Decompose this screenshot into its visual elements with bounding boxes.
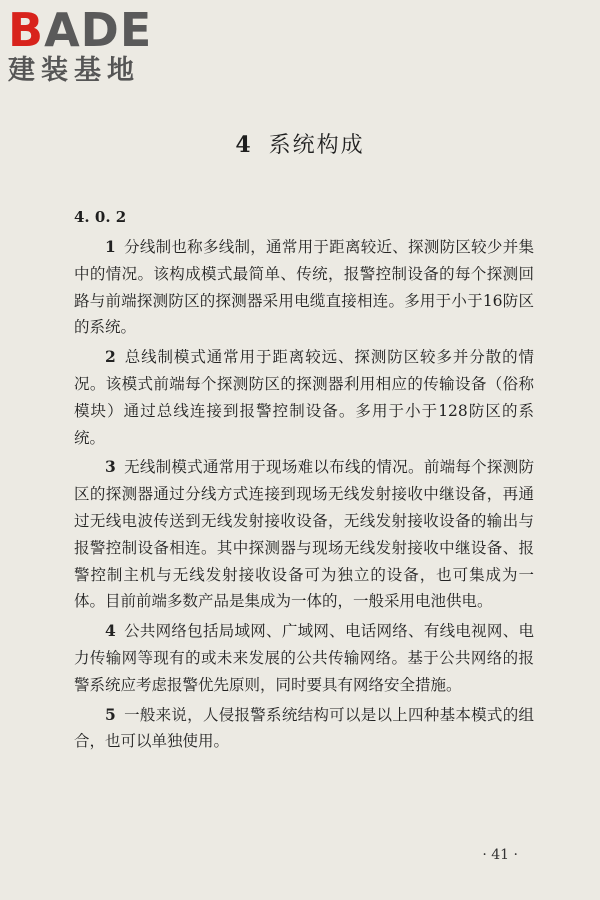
paragraph-2	[74, 344, 534, 451]
logo-wordmark-rest: ADE	[44, 3, 153, 57]
section-number: 4. 0. 2	[74, 208, 127, 226]
paragraph-4	[74, 618, 534, 698]
paragraph-1	[74, 234, 534, 341]
bade-logo	[8, 4, 178, 88]
chapter-number: 4	[235, 132, 253, 158]
paragraph-5	[74, 702, 534, 756]
body-text	[74, 234, 534, 758]
paragraph-text: 无线制模式通常用于现场难以布线的情况。前端每个探测防区的探测器通过分线方式连接到现场无线发射接收中继设备，再通过无线电波传送到无线发射接收设备，无线发射接收设备的输出与报警控制设备相连。其中探测器与现场无线发射接收中继设备、报警控制主机与无线发射接收设备可为独立的设备，也可集成为一体。目前前端多数产品是集成为一体的，一般采用电池供电。	[74, 458, 534, 611]
paragraph-number: 2	[105, 347, 116, 367]
chapter-title: 系统构成	[268, 133, 365, 158]
logo-wordmark	[8, 4, 178, 56]
paragraph-number: 1	[105, 237, 116, 256]
chapter-heading	[0, 128, 600, 159]
logo-subtitle: 建装基地	[8, 55, 140, 86]
paragraph-text: 公共网络包括局域网、广域网、电话网络、有线电视网、电力传输网等现有的或未来发展的公共传输网络。基于公共网络的报警系统应考虑报警优先原则，同时要具有网络安全措施。	[74, 622, 534, 694]
paragraph-number: 5	[105, 704, 116, 724]
paragraph-3	[74, 454, 534, 615]
page-number: · 41 ·	[482, 847, 518, 863]
logo-accent-letter: B	[8, 3, 45, 57]
paragraph-text: 分线制也称多线制，通常用于距离较近、探测防区较少并集中的情况。该构成模式最简单、传统，报警控制设备的每个探测回路与前端探测防区的探测器采用电缆直接相连。多用于小于16防区的系统。	[74, 238, 534, 337]
paragraph-text: 总线制模式通常用于距离较远、探测防区较多并分散的情况。该模式前端每个探测防区的探测器利用相应的传输设备（俗称模块）通过总线连接到报警控制设备。多用于小于128防区的系统。	[74, 348, 534, 447]
paragraph-text: 一般来说，人侵报警系统结构可以是以上四种基本模式的组合，也可以单独使用。	[74, 705, 534, 751]
paragraph-number: 3	[105, 457, 116, 477]
paragraph-number: 4	[105, 621, 116, 641]
